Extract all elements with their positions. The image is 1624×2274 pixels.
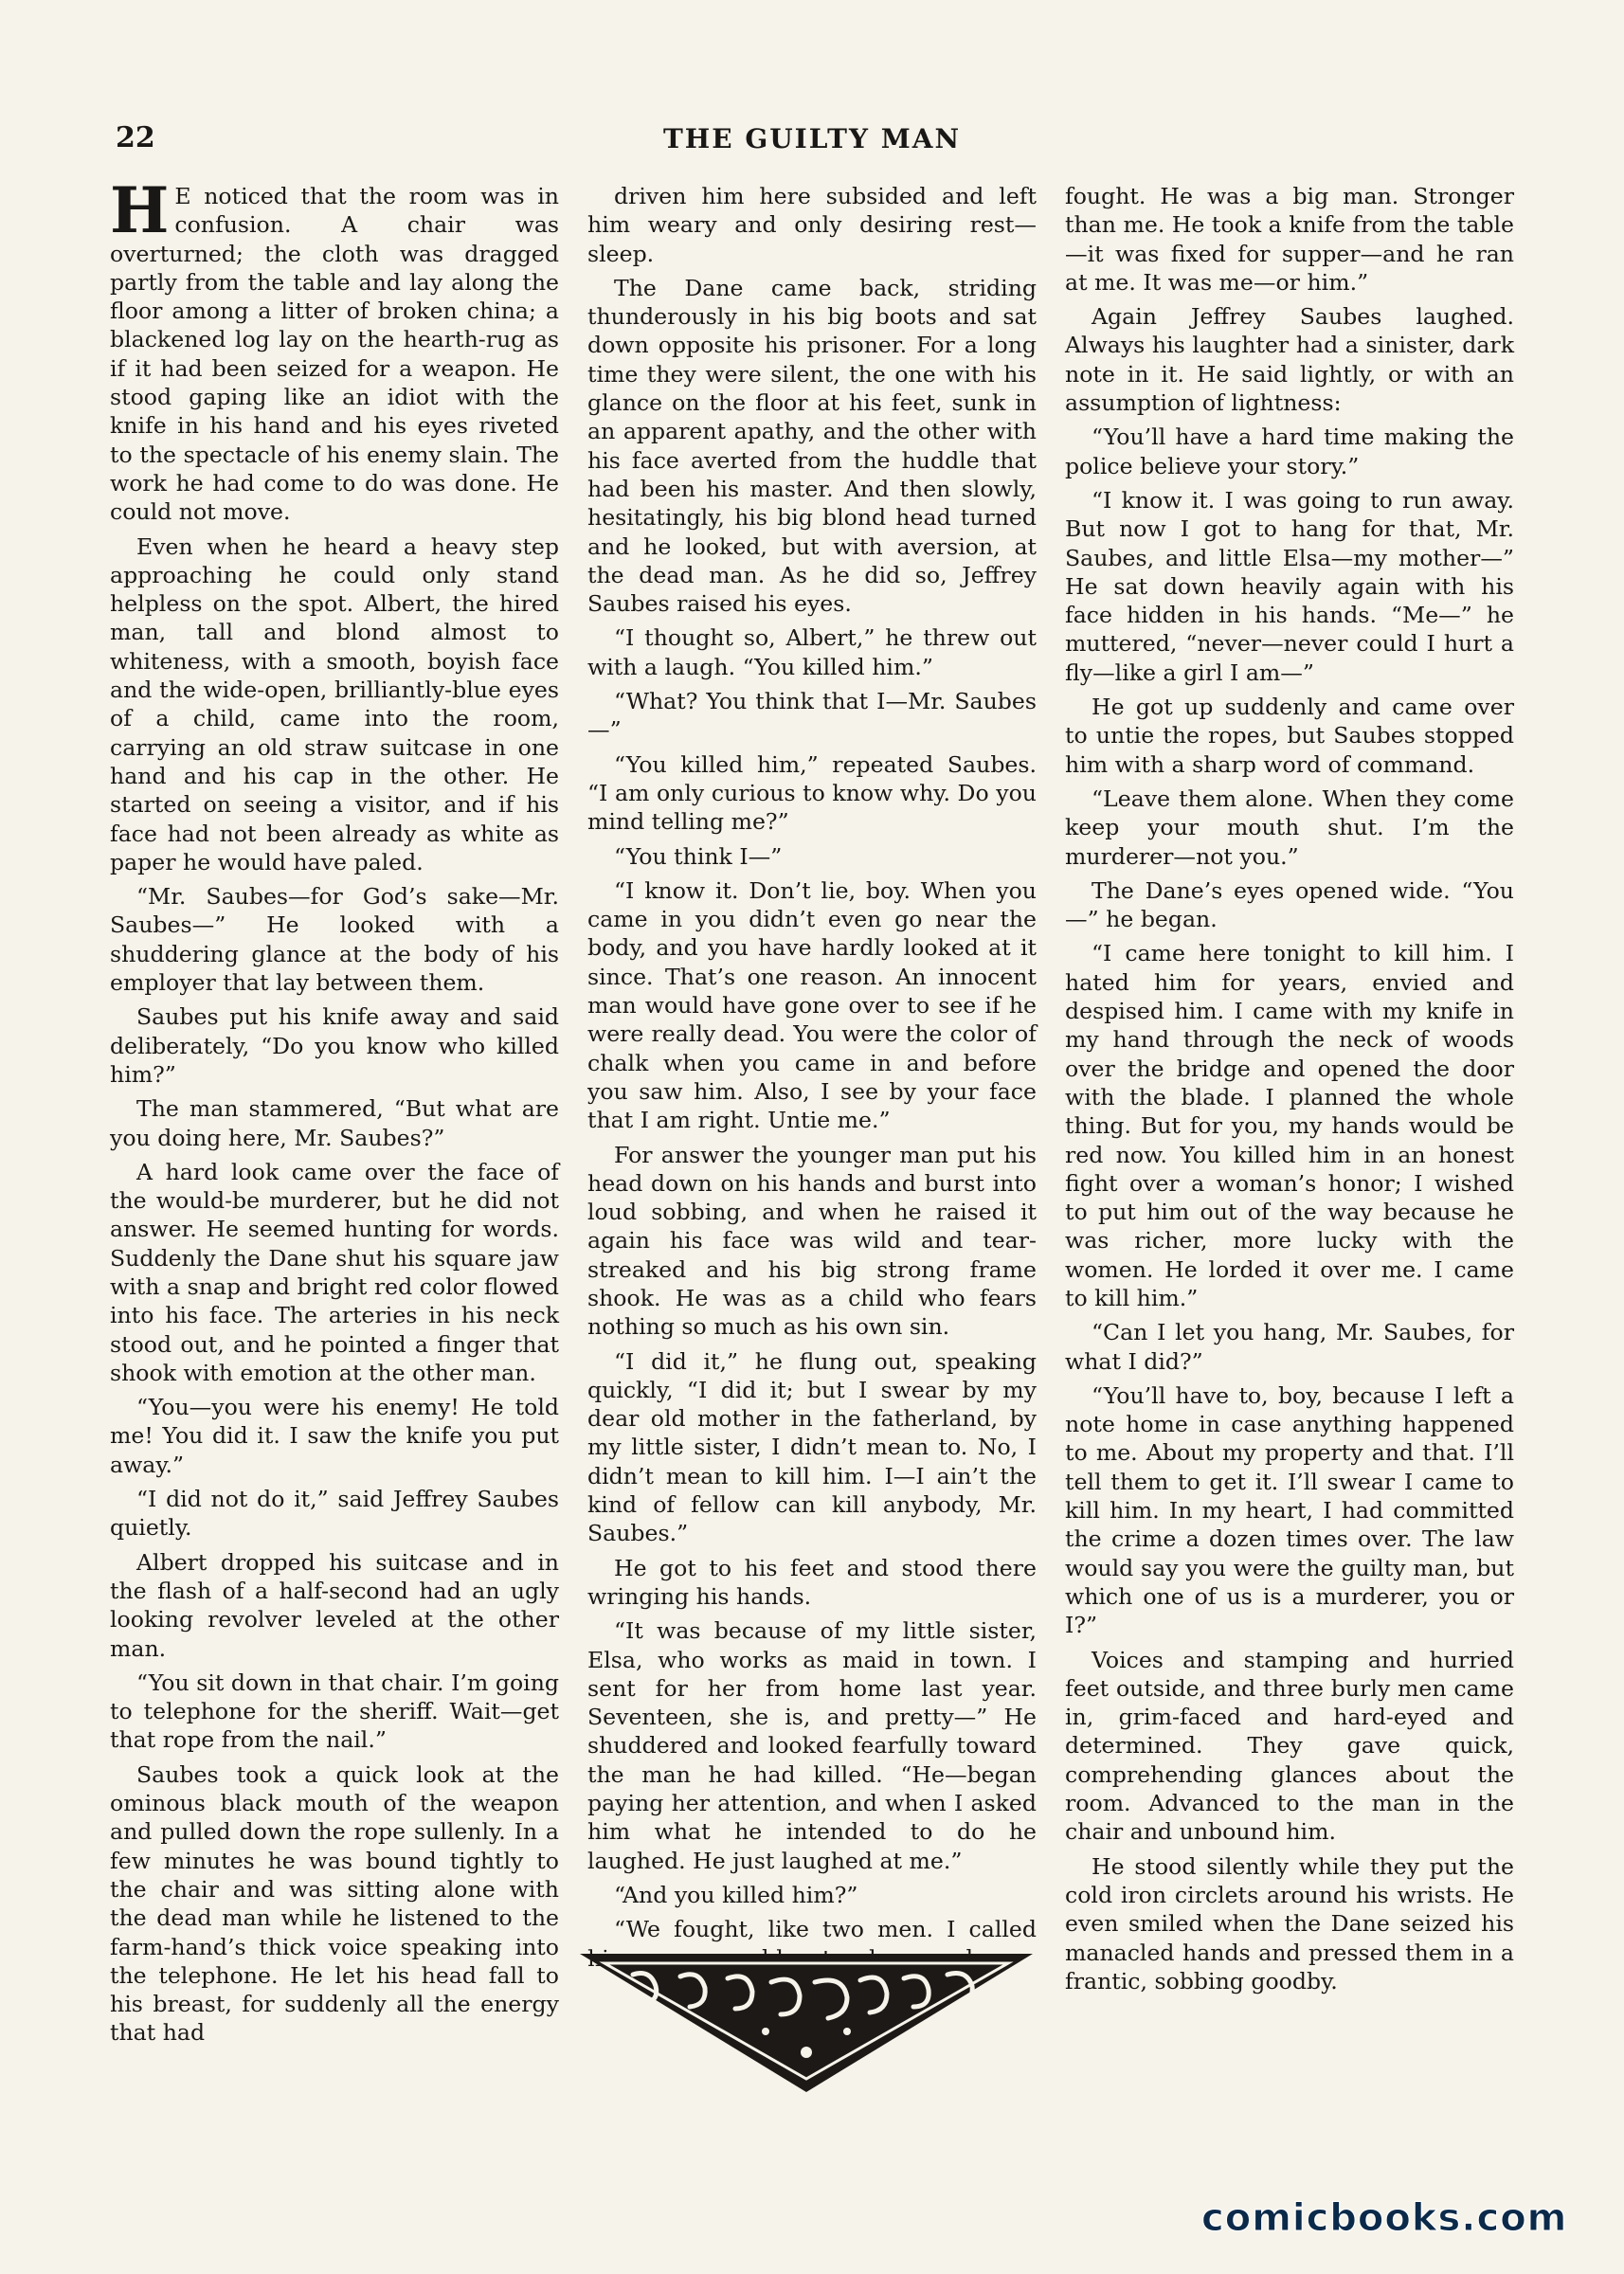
column-3 xyxy=(1065,182,1514,1994)
paragraph-text: E noticed that the room was in confusion. A chair was overturned; the cloth was dragged partly from the table and lay along the floor among a litter of broken china; a blackened log lay on the hearth-rug as if it had been seized for a weapon. He stood gaping like an idiot with the knife in his hand and his eyes riveted to the spectacle of his enemy slain. The work he had come to do was done. He could not move. xyxy=(110,183,559,526)
paragraph xyxy=(110,882,559,997)
paragraph-text: Voices and stamping and hurried feet outside, and three burly men came in, grim-faced and hard-eyed and determined. They gave quick, comprehending glances about the room. Advanced to the man in the chair and unbound him. xyxy=(1065,1646,1514,1846)
paragraph xyxy=(1065,1318,1514,1376)
paragraph xyxy=(587,1881,1037,1909)
paragraph xyxy=(110,1002,559,1089)
paragraph xyxy=(587,687,1037,745)
paragraph-text: “And you killed him?” xyxy=(614,1881,858,1908)
paragraph xyxy=(587,876,1037,1135)
paragraph xyxy=(587,1141,1037,1342)
paragraph-text: “What? You think that I—Mr. Saubes—” xyxy=(587,688,1037,744)
paragraph xyxy=(587,274,1037,619)
paragraph xyxy=(587,623,1037,681)
paragraph-text: “Leave them alone. When they come keep your mouth shut. I’m the murderer—not you.” xyxy=(1065,785,1514,870)
paragraph-text: fought. He was a big man. Stronger than me. He took a knife from the table—it was fixed for supper—and he ran at me. It was me—or him.” xyxy=(1065,183,1514,296)
paragraph xyxy=(1065,1852,1514,1995)
paragraph xyxy=(110,1094,559,1152)
paragraph xyxy=(1065,876,1514,934)
paragraph-text: “I thought so, Albert,” he threw out with a laugh. “You killed him.” xyxy=(587,624,1037,680)
paragraph xyxy=(587,842,1037,871)
paragraph xyxy=(587,182,1037,268)
paragraph-text: “It was because of my little sister, Elsa, who works as maid in town. I sent for her from home last year. Seventeen, she is, and pretty—” He shuddered and looked fearfully toward the man he had killed. “He—began paying her attention, and when I asked him what he intended to do he laughed. He just laughed at me.” xyxy=(587,1617,1037,1874)
paragraph-text: For answer the younger man put his head down on his hands and burst into loud sobbing, and when he raised it again his face was wild and tear-streaked and his big strong frame shook. He was as a child who fears nothing so much as his own sin. xyxy=(587,1141,1037,1341)
page-number: 22 xyxy=(116,121,155,154)
paragraph-text: “You’ll have a hard time making the police believe your story.” xyxy=(1065,424,1514,479)
paragraph xyxy=(1065,693,1514,779)
paragraph-text: “I did not do it,” said Jeffrey Saubes quietly. xyxy=(110,1486,559,1542)
paragraph xyxy=(587,1554,1037,1612)
watermark-text: comicbooks.com xyxy=(1201,2196,1568,2240)
paragraph-text: “You killed him,” repeated Saubes. “I am only curious to know why. Do you mind telling me?” xyxy=(587,750,1037,836)
paragraph xyxy=(110,532,559,877)
paragraph xyxy=(1065,182,1514,297)
paragraph xyxy=(1065,939,1514,1312)
paragraph-text: Saubes took a quick look at the ominous black mouth of the weapon and pulled down the rope sullenly. In a few minutes he was bound tightly to the chair and was sitting alone with the dead man while he listened to the farm-hand’s thick voice speaking into the telephone. He let his head fall to his breast, for suddenly all the energy that had xyxy=(110,1760,559,2047)
paragraph-text: The Dane came back, striding thunderously in his big boots and sat down opposite his prisoner. For a long time they were silent, the one with his glance on the floor at his feet, sunk in an apparent apathy, and the other with his face averted from the huddle that had been his master. And then slowly, hesitatingly, his big blond head turned and he looked, but with aversion, at the dead man. As he did so, Jeffrey Saubes raised his eyes. xyxy=(587,274,1037,618)
paragraph-text: “I know it. Don’t lie, boy. When you came in you didn’t even go near the body, and you have hardly looked at it since. That’s one reason. An innocent man would have gone over to see if he were really dead. You were the color of chalk when you came in and before you saw him. Also, I see by your face that I am right. Untie me.” xyxy=(587,876,1037,1134)
paragraph xyxy=(110,1669,559,1755)
running-head: THE GUILTY MAN xyxy=(662,123,962,154)
paragraph-text: “I came here tonight to kill him. I hated him for years, envied and despised him. I came with my knife in my hand through the neck of woods over the bridge and opened the door with the blade. I planned the whole thing. But for you, my hands would be red now. You killed him in an honest fight over a woman’s honor; I wished to put him out of the way because he was richer, more lucky with the women. He lorded it over me. I came to kill him.” xyxy=(1065,940,1514,1311)
paragraph-text: The man stammered, “But what are you doing here, Mr. Saubes?” xyxy=(110,1095,559,1151)
paragraph-text: “You—you were his enemy! He told me! You did it. I saw the knife you put away.” xyxy=(110,1394,559,1478)
paragraph-text: “You’ll have to, boy, because I left a note home in case anything happened to me. About my property and that. I’ll tell them to get it. I’ll swear I came to kill him. In my heart, I had committed the crime a dozen times over. The law would say you were the guilty man, but which one of us is a murderer, you or I?” xyxy=(1065,1381,1514,1639)
paragraph xyxy=(1065,1381,1514,1640)
paragraph-text: “You sit down in that chair. I’m going to telephone for the sheriff. Wait—get that rope from the nail.” xyxy=(110,1669,559,1754)
paragraph-text: “You think I—” xyxy=(614,842,783,870)
paragraph-text: Even when he heard a heavy step approaching he could only stand helpless on the spot. Albert, the hired man, tall and blond almost to whiteness, with a smooth, boyish face and the wide-open, brilliantly-blue eyes of a child, came into the room, carrying an old straw suitcase in one hand and his cap in the other. He started on seeing a visitor, and if his face had not been already as white as paper he would have paled. xyxy=(110,532,559,875)
column-2 xyxy=(587,182,1037,1944)
story-columns xyxy=(110,173,1514,2047)
paragraph-text: “I did it,” he flung out, speaking quickly, “I did it; but I swear by my dear old mother in the fatherland, by my little sister, I didn’t mean to. No, I didn’t mean to kill him. I—I ain’t the kind of fellow can kill anybody, Mr. Saubes.” xyxy=(587,1347,1037,1547)
drop-cap: H xyxy=(110,173,170,247)
paragraph xyxy=(1065,1646,1514,1847)
paragraph-text: He stood silently while they put the cold iron circlets around his wrists. He even smiled when the Dane seized his manacled hands and pressed them in a frantic, sobbing goodby. xyxy=(1065,1852,1514,1994)
paragraph-text: “We fought, like two men. I called xyxy=(614,1916,1037,1943)
paragraph-text: “Can I let you hang, Mr. Saubes, for what I did?” xyxy=(1065,1319,1514,1375)
paragraph xyxy=(587,1347,1037,1548)
paragraph xyxy=(1065,302,1514,417)
paragraph-text: He got up suddenly and came over to untie the ropes, but Saubes stopped him with a sharp word of command. xyxy=(1065,694,1514,778)
paragraph xyxy=(587,750,1037,837)
paragraph-text: Saubes put his knife away and said deliberately, “Do you know who killed him?” xyxy=(110,1003,559,1088)
paragraph xyxy=(110,1485,559,1543)
column-1 xyxy=(110,173,559,2047)
paragraph-text: A hard look came over the face of the would-be murderer, but he did not answer. He seemed hunting for words. Suddenly the Dane shut his square jaw with a snap and bright red color flowed into his face. The arteries in his neck stood out, and he pointed a finger that shook with emotion at the other man. xyxy=(110,1158,559,1386)
paragraph-text: driven him here subsided and left him weary and only desiring rest—sleep. xyxy=(587,183,1037,267)
paragraph-text: “Mr. Saubes—for God’s sake—Mr. Saubes—” He looked with a shuddering glance at the body of his employer that lay between them. xyxy=(110,883,559,997)
paragraph-text: He got to his feet and stood there wringing his hands. xyxy=(587,1554,1037,1610)
paragraph xyxy=(587,1616,1037,1875)
paragraph xyxy=(110,1760,559,2048)
paragraph xyxy=(110,1548,559,1663)
paragraph xyxy=(110,1393,559,1479)
paragraph xyxy=(1065,486,1514,687)
paragraph-text: Albert dropped his suitcase and in the flash of a half-second had an ugly looking revolver leveled at the other man. xyxy=(110,1548,559,1662)
paragraph-text: The Dane’s eyes opened wide. “You—” he began. xyxy=(1065,876,1514,933)
paragraph xyxy=(110,173,559,527)
paragraph xyxy=(1065,423,1514,480)
paragraph xyxy=(1065,785,1514,871)
paragraph xyxy=(110,1158,559,1387)
paragraph-text: “I know it. I was going to run away. But now I got to hang for that, Mr. Saubes, and little Elsa—my mother—” He sat down heavily again with his face hidden in his hands. “Me—” he muttered, “never—never could I hurt a fly—like a girl I am—” xyxy=(1065,486,1514,686)
paragraph-text: Again Jeffrey Saubes laughed. Always his laughter had a sinister, dark note in it. He said lightly, or with an assumption of lightness: xyxy=(1065,303,1514,417)
tailpiece-ornament-icon xyxy=(576,1940,1037,2096)
